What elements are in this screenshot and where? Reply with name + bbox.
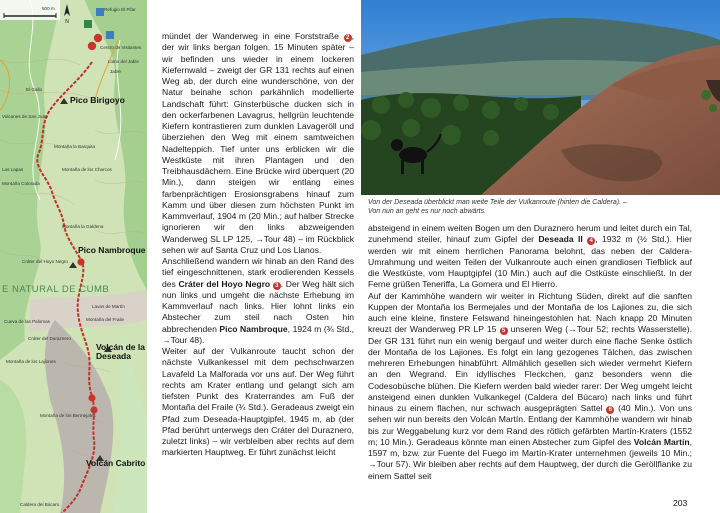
map-label-centro: Centro de Visitantes — [100, 45, 142, 50]
map-label-palomas: Cueva de las Palomas — [4, 319, 50, 324]
paragraph: absteigend in einem weiten Bogen um den Duraznero herum und leitet durch ein Tal, zunehmend steiler, hinauf zum Gipfel der Deseada II 4 , 1932 m (½ Std.). Hier werden wir mit einem herrlichen Panorama belohnt, das neben der Caldera-Umrahmung und weiten Teilen der Vulkanroute auch einen grandiosen Tiefblick auf die Westküste, vom Hauptgipfel (10 Min.) auch auf die Ostküste einschließt. In der Ferne grüßen Teneriffa, La Gomera und El Hierro. — [368, 223, 692, 290]
info-icon — [106, 31, 114, 39]
photo-caption: Von der Deseada überblickt man weite Teile der Vulkanroute (hinten die Caldera). – Von nun an geht es nur noch abwärts. — [368, 199, 627, 215]
place-name: Cráter del Hoyo Negro — [178, 278, 271, 289]
route-marker-3 — [77, 258, 84, 265]
trail-map — [0, 0, 147, 513]
landscape-photo — [361, 0, 720, 195]
paragraph: Weiter auf der Vulkanroute taucht schon der nächste Vulkankessel mit dem pechschwarzen Lavafeld La Malforada vor uns auf. Der Weg führt rechts am Krater entlang und gelangt sich am tiefsten Punkt des Kraterrandes am Fuß der Montaña del Fraile (¾ Std.). Geradeaus zweigt ein Pfad zum Deseada-Hauptgipfel, 1945 m, ab (der Pfad berührt unterwegs den Cráter del Duraznero, zuletzt links) – wir verbleiben aber rechts auf dem markierten Hauptweg. Er führt zunächst leicht — [162, 346, 354, 458]
map-label-birigoyo: Pico Birigoyo — [70, 95, 125, 105]
waypoint-marker: 3 — [273, 282, 281, 290]
map-label-duraznero: Cráter del Duraznero — [28, 336, 71, 341]
map-label-galdena: Montaña la Galdena — [62, 224, 104, 229]
map-label-jable: Jable — [110, 69, 121, 74]
waypoint-marker: 6 — [606, 406, 614, 414]
map-label-deseada: Volcán de la Deseada — [96, 342, 145, 361]
map-label-lajiones: Montaña de los Lajiones — [6, 359, 56, 364]
svg-text:N: N — [65, 19, 69, 25]
waypoint-marker: 2 — [344, 34, 352, 42]
bus-icon — [84, 20, 92, 28]
route-marker-4 — [88, 394, 95, 401]
map-label-elgallo: El Gallo — [26, 87, 43, 92]
map-label-refugio: Refugio El Pilar — [104, 7, 136, 12]
scale-label: 500 m — [42, 6, 55, 11]
waypoint-marker: 4 — [587, 237, 595, 245]
map-label-colorada: Montaña Colorada — [2, 181, 40, 186]
place-name: Deseada II — [538, 234, 583, 245]
map-terrain — [0, 0, 147, 513]
map-label-barquita: Montaña la Barquita — [54, 144, 96, 149]
map-label-craterhoyo: Cráter del Hoyo Negro — [22, 259, 68, 264]
map-label-laslapas: Las Lapas — [2, 167, 24, 172]
map-label-llano: Llano del Jable — [108, 59, 139, 64]
route-marker-2 — [88, 42, 96, 50]
map-label-charcos: Montaña de los Charcos — [62, 167, 112, 172]
place-name: Pico Nambroque — [219, 323, 288, 334]
route-marker-1 — [94, 34, 102, 42]
parking-icon — [96, 8, 104, 16]
map-label-fraile: Montaña del Fraile — [86, 317, 125, 322]
paragraph: Anschließend wandern wir hinab an den Rand des tief eingeschnittenen, stark erodierenden Kessels des Cráter del Hoyo Negro 3 . Der Weg hält sich nun links und umgeht die nächste Erhebung im Kammverlauf nach links. Hier lohnt links ein Abstecher zum steil nach Osten hin abbrechenden Pico Nambroque, 1924 m (¾ Std., →Tour 48). — [162, 256, 355, 345]
map-label-bucaro: Caldera del Búcaro — [20, 502, 60, 507]
waypoint-marker: 5 — [500, 327, 508, 335]
map-label-sanjuan: Volcanes de San Juan — [2, 114, 48, 119]
map-label-park: E NATURAL DE CUMB — [2, 284, 110, 295]
text-column-left — [162, 31, 354, 459]
map-label-cabrito: Volcán Cabrito — [86, 458, 146, 468]
map-label-nambroque: Pico Nambroque — [78, 245, 146, 255]
paragraph: mündet der Wanderweg in eine Forststraße 2 , der wir links bergan folgen. 15 Minuten später – wir befinden uns wieder in einem lockeren Kiefernwald – zweigt der GR 131 rechts auf einen Weg ab, der durch eine wunderschöne, von der Natur beinahe schon parkähnlich modellierte Landschaft führt: Ginsterbüsche ducken sich in den ockerfarbenen Lavagrus, hellgrün leuchtende Kiefern kontrastieren zum dunklen Lavageröll und überziehen den Weg mit einem samtweichen Nadelteppich. Tief unter uns erblicken wir die Westküste mit ihren Plantagen und den Treibhausdächern. Eine Brücke wird überquert (20 Min.), dann steigen wir entlang eines farbenprächtigen Erosionsgrabens hinauf zum Kamm und über diesen zum höchsten Punkt im Kammverlauf, 1904 m (20 Min.; auf halber Strecke ignorieren wir den links abzweigenden Wanderweg SL LP 125, →Tour 48) – im Rückblick sehen wir auf Santa Cruz und Los Llanos. — [162, 31, 354, 255]
paragraph: Auf der Kammhöhe wandern wir weiter in Richtung Süden, direkt auf die sanften Kuppen der Montaña los Bermejales und der Montaña de los Lajiones zu, die sich auch eine kleine, finstere Felswand hineingestohlen hat. Nach knapp 20 Minuten kreuzt der Wanderweg PR LP 15 5 unseren Weg (→Tour 52; rechts Wasserstelle). Der GR 131 führt nun ein wenig bergauf und weiter durch eine flache Senke östlich der Montaña de los Lajiones. Es folgt ein lang gezogenes Tälchen, das zwischen mehreren Erhebungen hinabführt. Allmählich gesellen sich wieder vermehrt Kiefern an den Wegrand. Ein idyllisches Fleckchen, ganz besonders wenn die Codesobüsche blühen. Die Kiefern werden bald wieder rarer: Der Weg umgeht leicht ansteigend einen dunklen Vulkankegel (Caldera del Búcaro) nach links und führt hinaus zu einem flachen, nur schwach ausgeprägten Sattel 6 (40 Min.). Von uns sehen wir nun bereits den Volcán Martín. Entlang der Kammhöhe wandern wir hinab bis zur Weggabelung kurz vor dem Rand des rötlich gefärbten Martín-Kraters (1552 m; 10 Min.). Geradeaus könnte man einen Abstecher zum Gipfel des Volcán Martín, 1597 m, bzw. zur Fuente del Fuego im Martín-Krater unternehmen (jeweils 10 Min.; →Tour 57). Wir bleiben aber rechts auf dem Hauptweg, der durch die Geröllflanke zu einem Sattel seit — [368, 290, 692, 481]
map-label-bermejales: Montaña de los Bermejales — [40, 413, 96, 418]
text-column-right — [368, 223, 692, 482]
page-number: 203 — [673, 498, 688, 508]
place-name: Volcán Martín — [633, 436, 690, 447]
map-label-lavas: Lavas de Martín — [92, 304, 125, 309]
